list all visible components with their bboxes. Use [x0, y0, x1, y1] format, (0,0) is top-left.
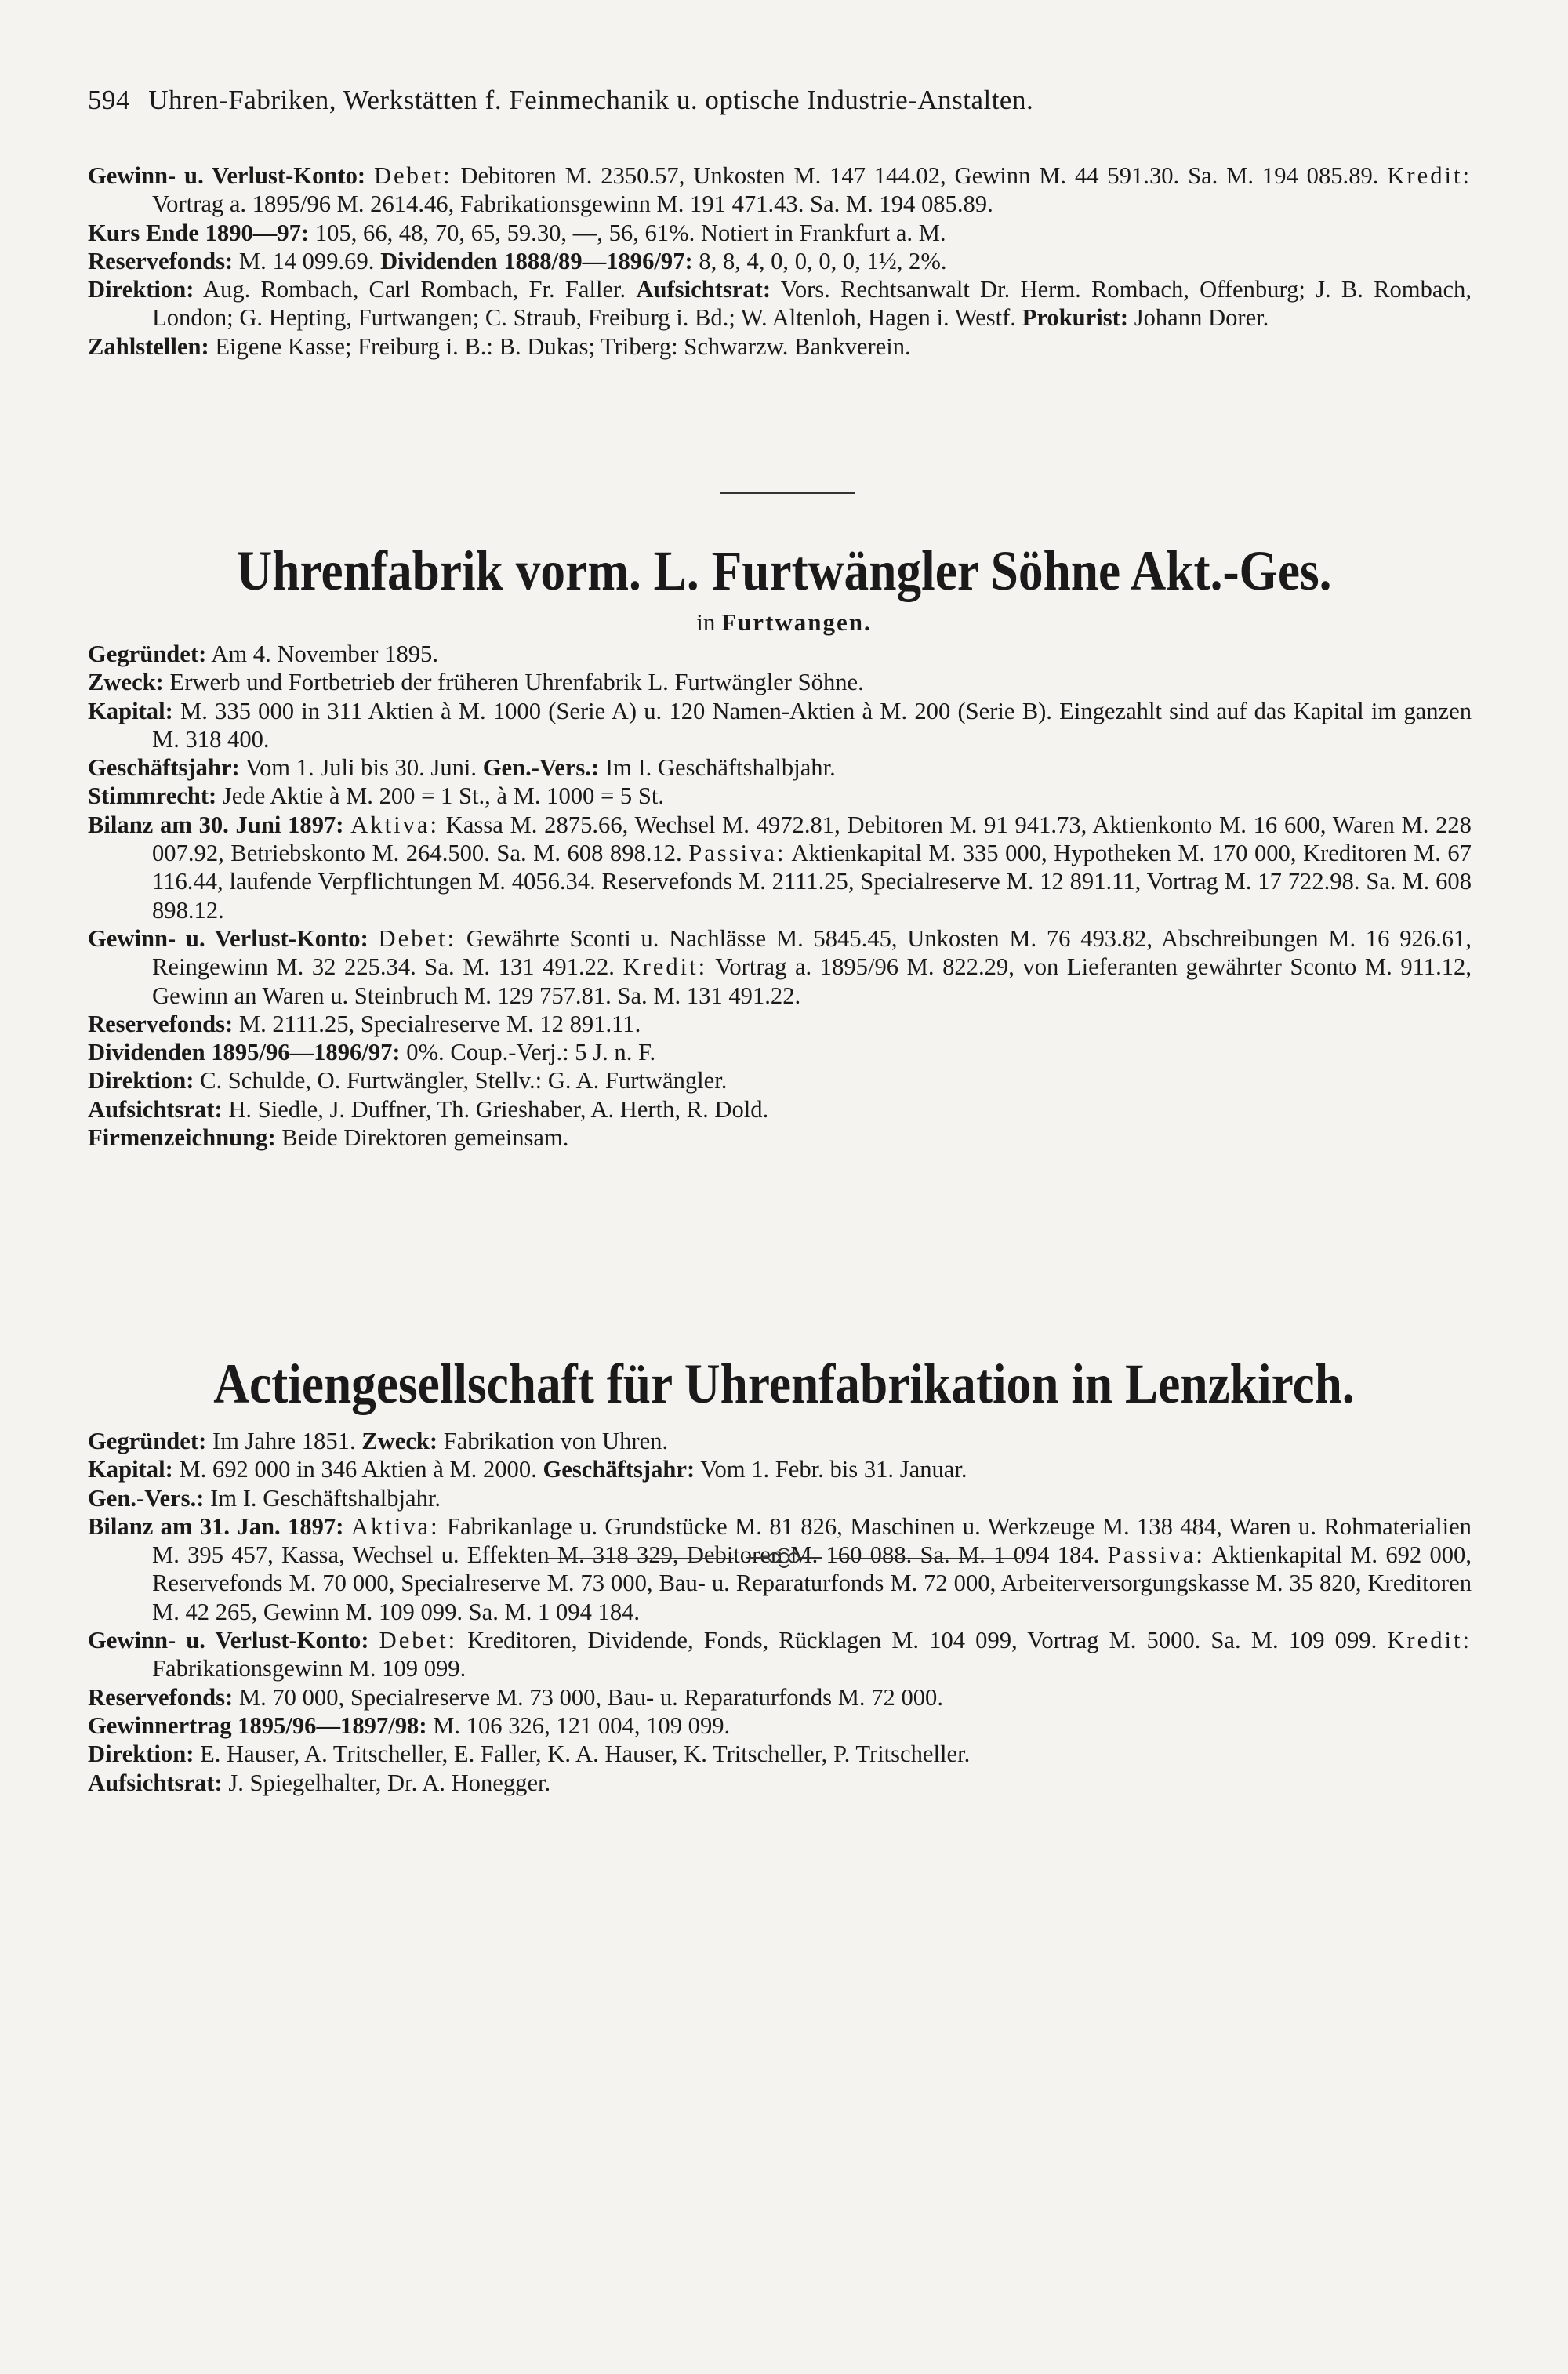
end-rule-right	[833, 1558, 1021, 1559]
entry-kapital: Kapital: M. 335 000 in 311 Aktien à M. 1000 (Serie A) u. 120 Namen-Aktien à M. 200 (Serie B). Eingezahlt sind auf das Kapital im ganzen M. 318 400.	[88, 697, 1472, 753]
entry-zweck: Zweck: Erwerb und Fortbetrieb der früheren Uhrenfabrik L. Furtwängler Söhne.	[88, 669, 864, 696]
entry-direktion: Direktion: Aug. Rombach, Carl Rombach, Fr. Faller. Aufsichtsrat: Vors. Rechtsanwalt Dr. Herm. Rombach, Offenburg; J. B. Rombach, London; G. Hepting, Furtwangen; C. Straub, Freiburg i. Bd.; W. Altenloh, Hagen i. Westf. Prokurist: Johann Dorer.	[88, 276, 1472, 332]
end-rule-left	[546, 1558, 734, 1559]
entry-bilanz: Bilanz am 30. Juni 1897: Aktiva: Kassa M. 2875.66, Wechsel M. 4972.81, Debitoren M. 91 941.73, Aktienkonto M. 16 600, Waren M. 228 007.92, Betriebskonto M. 264.500. Sa. M. 608 898.12. Passiva: Aktienkapital M. 335 000, Hypotheken M. 170 000, Kreditoren M. 67 116.44, laufende Verpflichtungen M. 4056.34. Reservefonds M. 2111.25, Specialreserve M. 12 891.11, Vortrag M. 17 722.98. Sa. M. 608 898.12.	[88, 811, 1472, 924]
section-furtwangler	[88, 640, 1472, 1152]
entry-reservefonds: Reservefonds: M. 70 000, Specialreserve M. 73 000, Bau- u. Reparaturfonds M. 72 000.	[88, 1683, 943, 1711]
entry-direktion: Direktion: E. Hauser, A. Tritscheller, E. Faller, K. A. Hauser, K. Tritscheller, P. Tritscheller.	[88, 1741, 971, 1768]
page-number: 594	[88, 85, 130, 115]
section-divider	[720, 492, 855, 494]
entry-gewinn-verlust: Gewinn- u. Verlust-Konto: Debet: Kreditoren, Dividende, Fonds, Rücklagen M. 104 099, Vortrag M. 5000. Sa. M. 109 099. Kredit: Fabrikationsgewinn M. 109 099.	[88, 1627, 1472, 1682]
entry-firmenzeichnung: Firmenzeichnung: Beide Direktoren gemeinsam.	[88, 1124, 569, 1152]
company-location: in Furtwangen.	[696, 608, 872, 636]
entry-gegruendet: Gegründet: Im Jahre 1851. Zweck: Fabrikation von Uhren.	[88, 1428, 669, 1454]
entry-gewinnertrag: Gewinnertrag 1895/96—1897/98: M. 106 326, 121 004, 109 099.	[88, 1712, 731, 1739]
entry-reservefonds-dividenden: Reservefonds: M. 14 099.69. Dividenden 1888/89—1896/97: 8, 8, 4, 0, 0, 0, 0, 1½, 2%.	[88, 247, 947, 274]
entry-kapital: Kapital: M. 692 000 in 346 Aktien à M. 2000. Geschäftsjahr: Vom 1. Febr. bis 31. Januar.	[88, 1456, 967, 1483]
entry-direktion: Direktion: C. Schulde, O. Furtwängler, Stellv.: G. A. Furtwängler.	[88, 1067, 728, 1094]
running-title: Uhren-Fabriken, Werkstätten f. Feinmechanik u. optische Industrie-Anstalten.	[148, 85, 1034, 115]
entry-gegruendet: Gegründet: Am 4. November 1895.	[88, 641, 438, 667]
section-lenzkirch	[88, 1427, 1472, 1797]
ornament-icon	[745, 1545, 823, 1571]
company-title-lenzkirch: Actiengesellschaft für Uhrenfabrikation in Lenzkirch.	[213, 1352, 1355, 1415]
company-title-furtwangler: Uhrenfabrik vorm. L. Furtwängler Söhne Akt.-Ges.	[236, 539, 1332, 602]
entry-gen-vers: Gen.-Vers.: Im I. Geschäftshalbjahr.	[88, 1484, 441, 1512]
entry-bilanz: Bilanz am 31. Jan. 1897: Aktiva: Fabrikanlage u. Grundstücke M. 81 826, Maschinen u. Werkzeuge M. 138 484, Waren u. Rohmaterialien M. 395 457, Kassa, Wechsel u. Effekten M. 318 329, Debitoren M. 160 088. Sa. M. 1 094 184. Passiva: Aktienkapital M. 692 000, Reservefonds M. 70 000, Specialreserve M. 73 000, Bau- u. Reparaturfonds M. 72 000, Arbeiterversorgungskasse M. 35 820, Kreditoren M. 42 265, Gewinn M. 109 099. Sa. M. 1 094 184.	[88, 1512, 1472, 1625]
entry-dividenden: Dividenden 1895/96—1896/97: 0%. Coup.-Verj.: 5 J. n. F.	[88, 1039, 656, 1066]
entry-stimmrecht: Stimmrecht: Jede Aktie à M. 200 = 1 St., à M. 1000 = 5 St.	[88, 782, 664, 810]
section-previous-company	[88, 162, 1472, 361]
entry-geschaeftsjahr: Geschäftsjahr: Vom 1. Juli bis 30. Juni. Gen.-Vers.: Im I. Geschäftshalbjahr.	[88, 754, 836, 782]
entry-zahlstellen: Zahlstellen: Eigene Kasse; Freiburg i. B.: B. Dukas; Triberg: Schwarzw. Bankverein.	[88, 332, 911, 360]
entry-kurs: Kurs Ende 1890—97: 105, 66, 48, 70, 65, 59.30, —, 56, 61%. Notiert in Frankfurt a. M.	[88, 219, 946, 246]
entry-gewinn-verlust: Gewinn- u. Verlust-Konto: Debet: Debitoren M. 2350.57, Unkosten M. 147 144.02, Gewinn M. 44 591.30. Sa. M. 194 085.89. Kredit: Vortrag a. 1895/96 M. 2614.46, Fabrikationsgewinn M. 191 471.43. Sa. M. 194 085.89.	[88, 162, 1472, 218]
running-header	[88, 85, 1033, 116]
entry-gewinn-verlust: Gewinn- u. Verlust-Konto: Debet: Gewährte Sconti u. Nachlässe M. 5845.45, Unkosten M. 76 493.82, Abschreibungen M. 16 926.61, Reingewinn M. 32 225.34. Sa. M. 131 491.22. Kredit: Vortrag a. 1895/96 M. 822.29, von Lieferanten gewährter Sconto M. 911.12, Gewinn an Waren u. Steinbruch M. 129 757.81. Sa. M. 131 491.22.	[88, 924, 1472, 1009]
entry-aufsichtsrat: Aufsichtsrat: J. Spiegelhalter, Dr. A. Honegger.	[88, 1769, 551, 1796]
entry-reservefonds: Reservefonds: M. 2111.25, Specialreserve M. 12 891.11.	[88, 1010, 641, 1037]
entry-aufsichtsrat: Aufsichtsrat: H. Siedle, J. Duffner, Th. Grieshaber, A. Herth, R. Dold.	[88, 1095, 769, 1123]
